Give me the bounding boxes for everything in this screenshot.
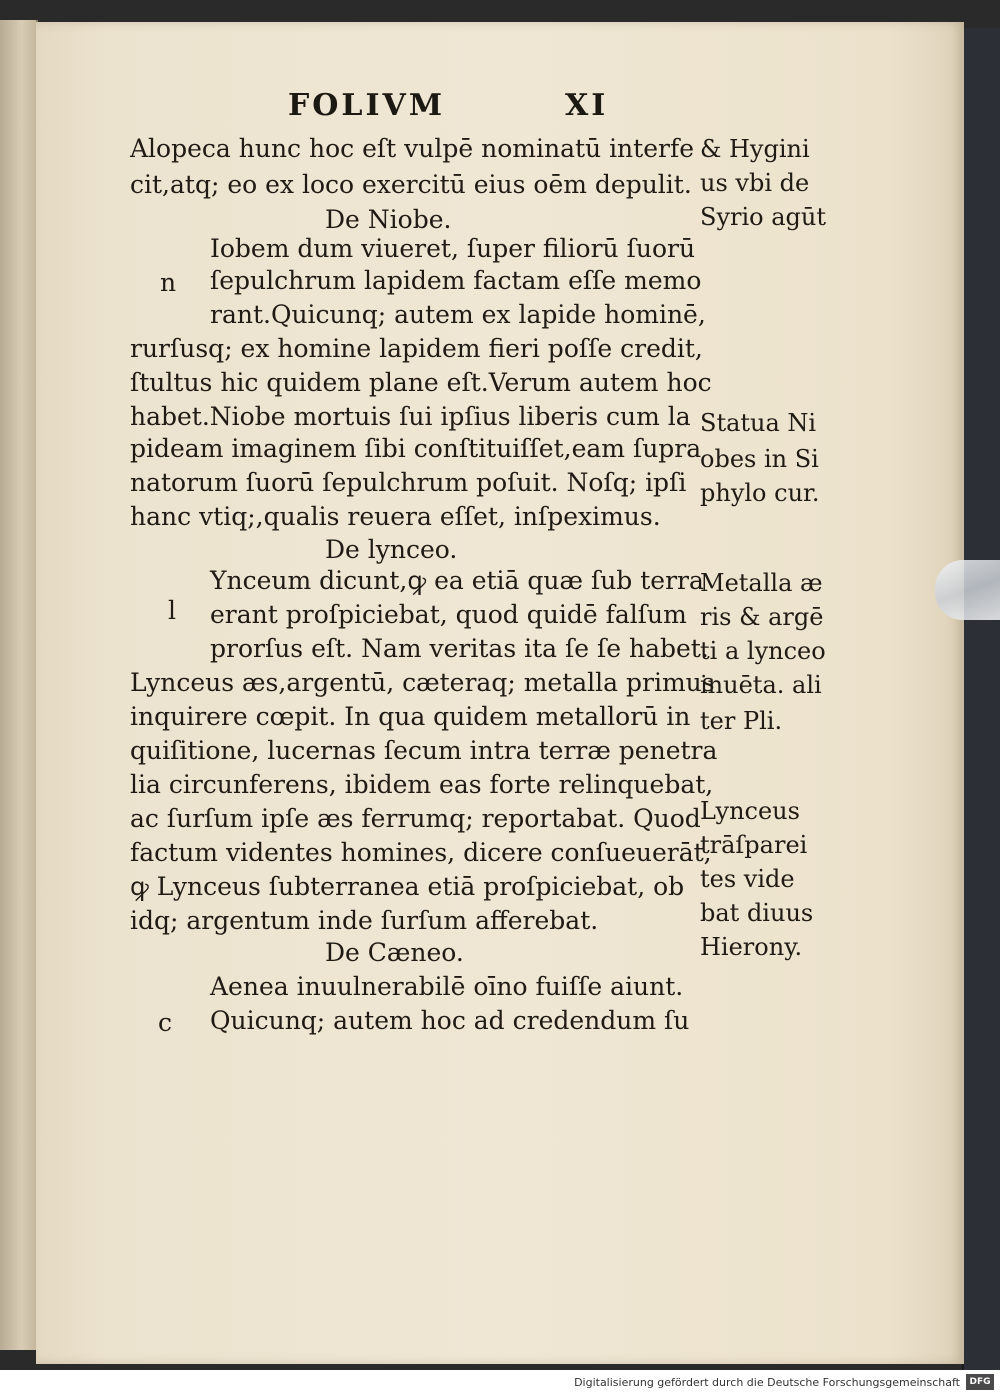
running-header: FOLIVM: [288, 88, 446, 123]
text-line: erant proſpiciebat, quod quidē falſum: [210, 600, 687, 629]
text-line: rant.Quicunq; autem ex lapide hominē,: [210, 300, 706, 329]
text-line: lia circunferens, ibidem eas forte relinquebat,: [130, 770, 714, 799]
text-line: Ynceum dicunt,ꝙ ea etiā quæ ſub terra: [210, 566, 704, 595]
marginal-note-line: obes in Si: [700, 445, 819, 473]
marginal-note-line: Lynceus: [700, 797, 800, 825]
section-heading: De Cæneo.: [325, 938, 464, 967]
marginal-note-line: ter Pli.: [700, 707, 783, 735]
marginal-note-line: inuēta. ali: [700, 671, 822, 699]
marginal-note-line: us vbi de: [700, 169, 810, 197]
text-line: habet.Niobe mortuis ſui ipſius liberis cum la: [130, 402, 691, 431]
guide-letter: n: [160, 268, 177, 297]
marginal-note-line: Hierony.: [700, 933, 803, 961]
marginal-note-line: & Hygini: [700, 135, 810, 163]
digitization-footer: [0, 1370, 1000, 1398]
text-line: hanc vtiq;,qualis reuera eſſet, inſpeximus.: [130, 502, 661, 531]
marginal-note-line: bat diuus: [700, 899, 814, 927]
folio-number: XI: [565, 88, 609, 123]
guide-letter: c: [158, 1008, 173, 1037]
text-line: pideam imaginem ſibi conſtituiſſet,eam ſupra: [130, 434, 702, 463]
text-line: Quicunq; autem hoc ad credendum ſu: [210, 1006, 690, 1035]
dfg-logo-icon: DFG: [966, 1374, 994, 1390]
guide-letter: l: [168, 596, 176, 625]
marginal-note-line: ris & argē: [700, 603, 824, 631]
page-clip: [935, 560, 1000, 620]
book-cover-edge: [962, 28, 1000, 1370]
text-line: Iobem dum viueret, ſuper filiorū ſuorū: [210, 234, 696, 263]
marginal-note-line: Statua Ni: [700, 409, 817, 437]
text-line: ac ſurſum ipſe æs ferrumq; reportabat. Quod: [130, 804, 701, 833]
text-line: ſepulchrum lapidem factam eſſe memo: [210, 266, 702, 295]
marginal-note-line: Metalla æ: [700, 569, 823, 597]
text-line: Aenea inuulnerabilē oīno fuiſſe aiunt.: [210, 972, 684, 1001]
marginal-note-line: phylo cur.: [700, 479, 820, 507]
text-line: ſtultus hic quidem plane eſt.Verum autem hoc: [130, 368, 712, 397]
text-line: prorſus eſt. Nam veritas ita ſe ſe habet.: [210, 634, 709, 663]
funding-credit: Digitalisierung gefördert durch die Deutsche Forschungsgemeinschaft: [574, 1376, 960, 1389]
section-heading: De lynceo.: [325, 535, 458, 564]
text-line: cit,atq; eo ex loco exercitū eius oēm depulit.: [130, 170, 692, 199]
text-line: Alopeca hunc hoc eſt vulpē nominatū interfe: [130, 134, 695, 163]
marginal-note-line: ti a lynceo: [700, 637, 826, 665]
text-line: quiſitione, lucernas ſecum intra terræ penetra: [130, 736, 718, 765]
marginal-note-line: tes vide: [700, 865, 795, 893]
section-heading: De Niobe.: [325, 205, 452, 234]
marginal-note-line: trāſparei: [700, 831, 808, 859]
marginal-note-line: Syrio agūt: [700, 203, 826, 231]
text-line: inquirere cœpit. In qua quidem metallorū in: [130, 702, 691, 731]
text-line: ꝙ Lynceus ſubterranea etiā proſpiciebat, ob: [130, 872, 685, 901]
text-line: natorum ſuorū ſepulchrum poſuit. Noſq; ipſi: [130, 468, 687, 497]
text-line: idq; argentum inde ſurſum afferebat.: [130, 906, 599, 935]
text-line: rurſusq; ex homine lapidem fieri poſſe credit,: [130, 334, 703, 363]
text-line: factum videntes homines, dicere conſueuerāt,: [130, 838, 712, 867]
left-page-edge: [0, 20, 38, 1350]
text-line: Lynceus æs,argentū, cæteraq; metalla primus: [130, 668, 715, 697]
